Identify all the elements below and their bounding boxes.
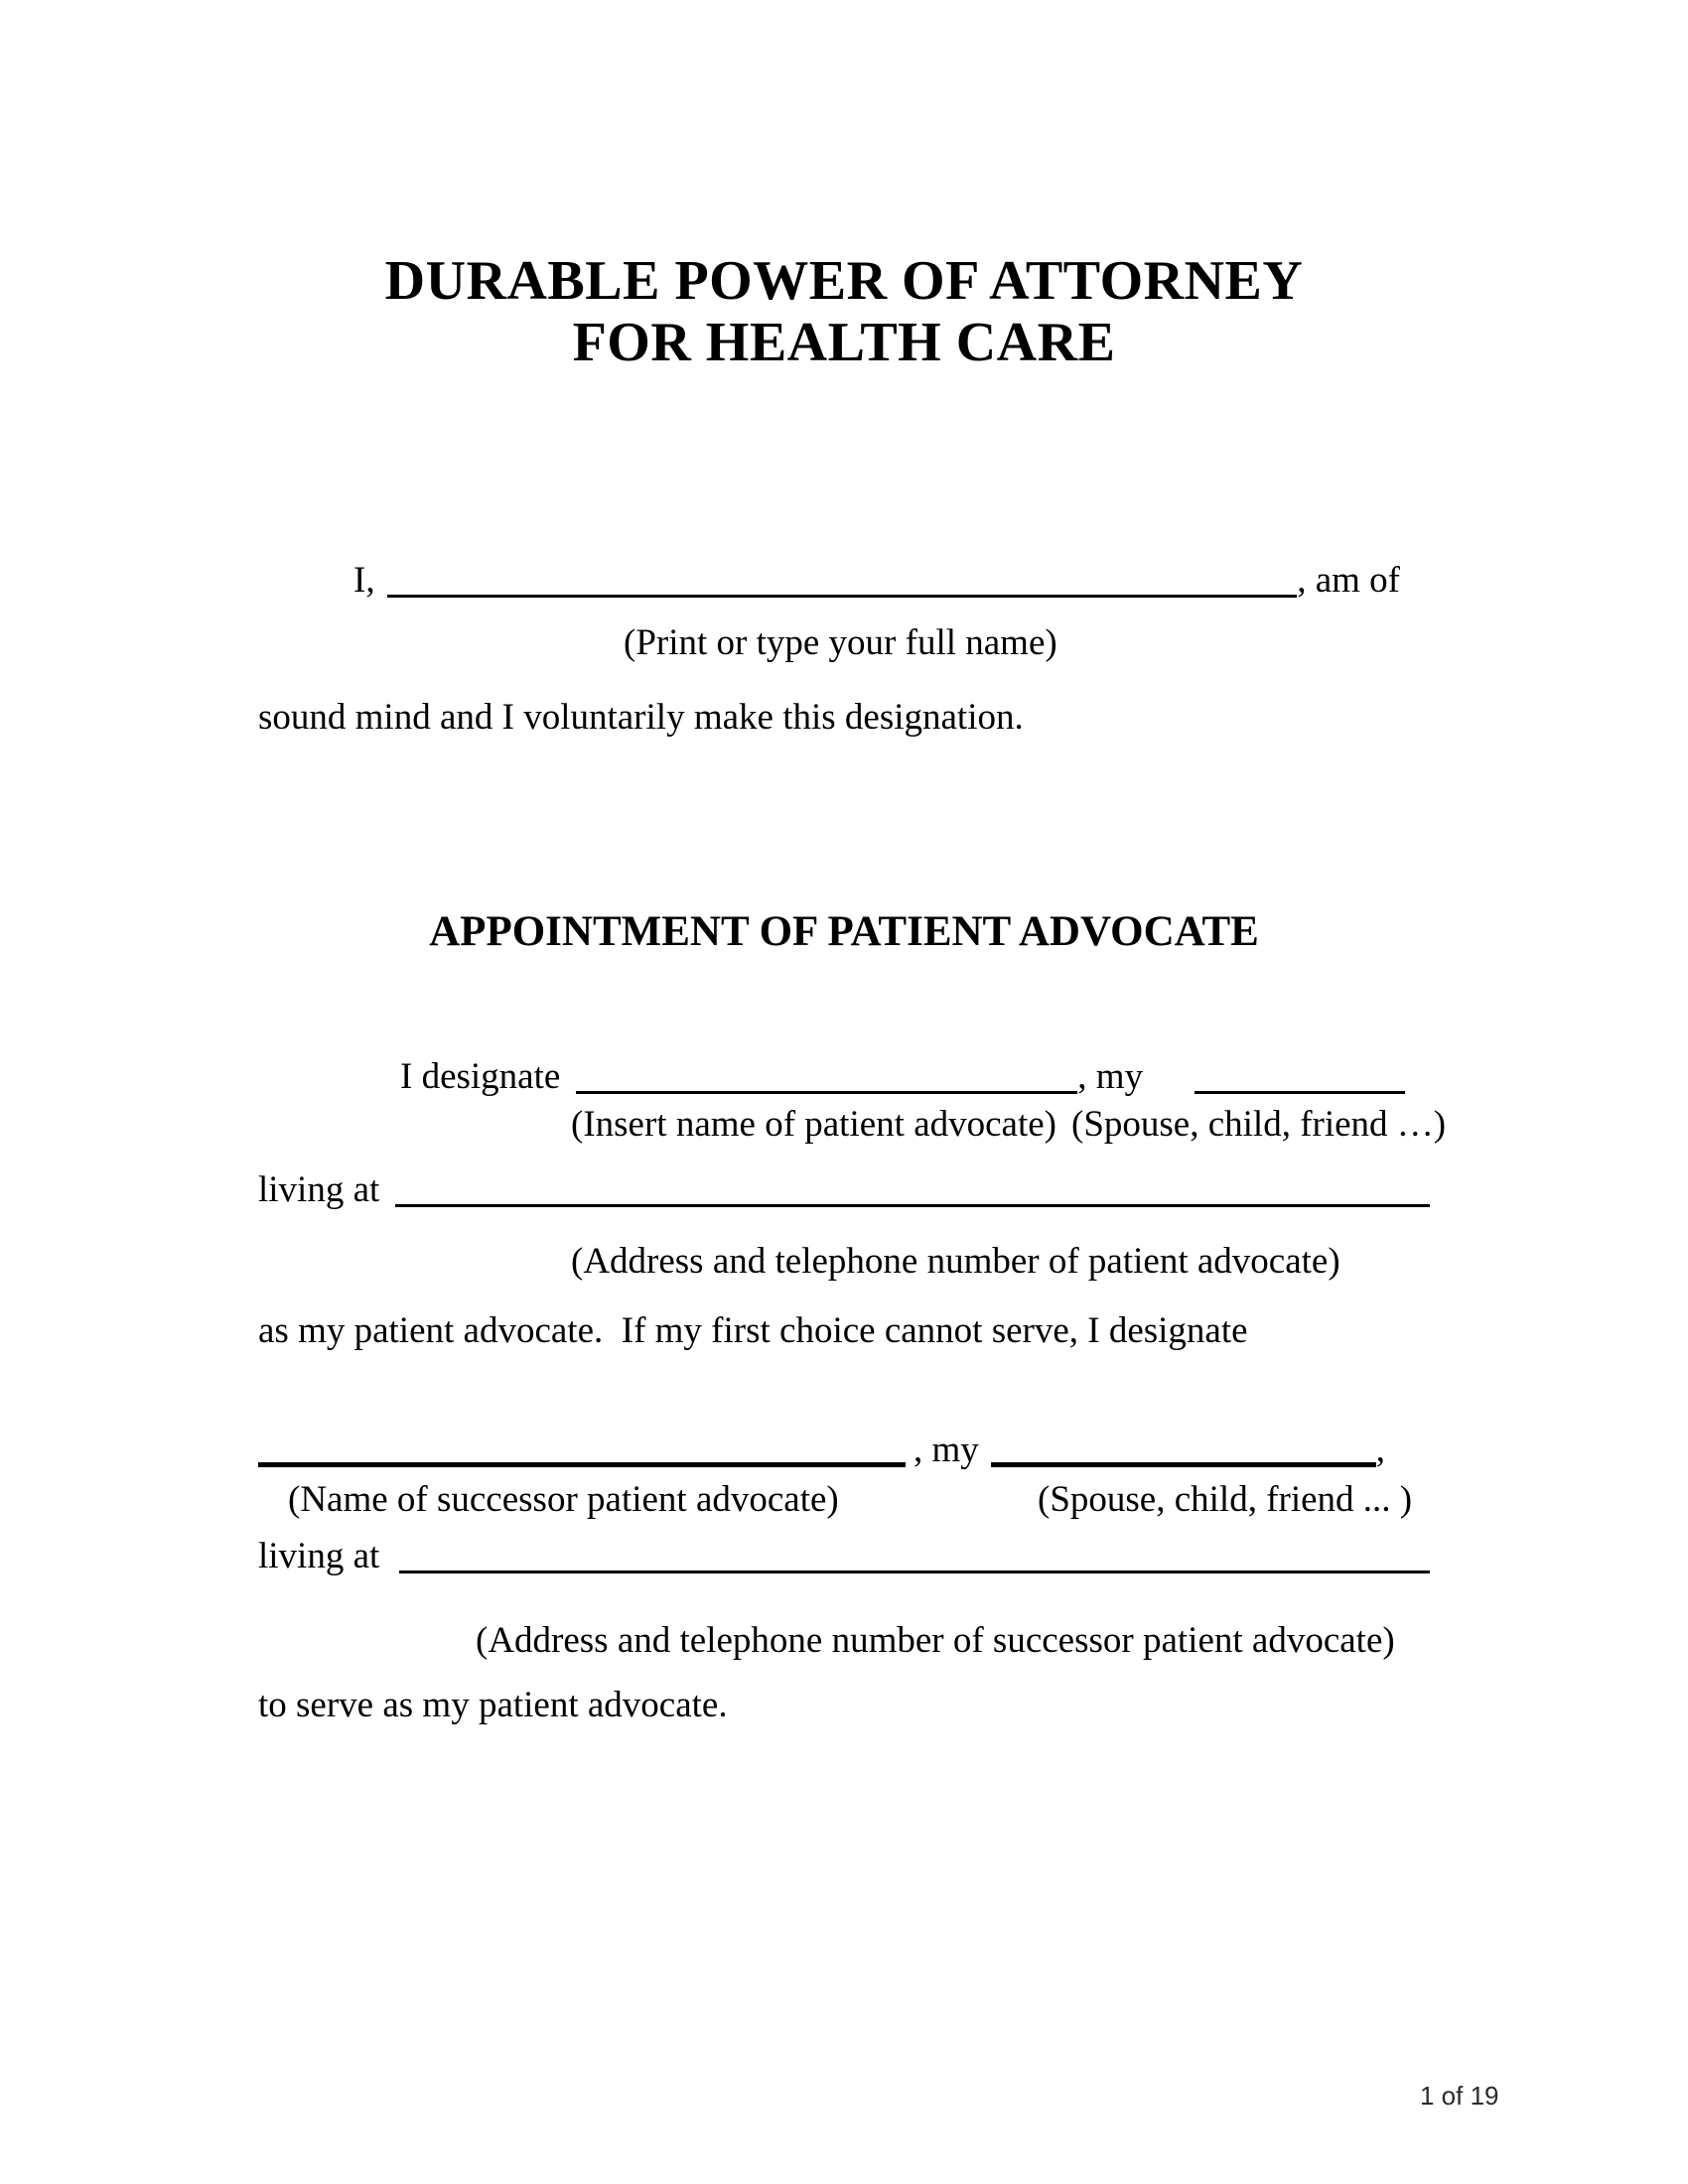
successor-row	[258, 1428, 1385, 1473]
patient-advocate-address-hint: (Address and telephone number of patient advocate)	[571, 1241, 1340, 1282]
declaration-prefix: I,	[353, 560, 375, 601]
patient-advocate-relationship-blank[interactable]	[1195, 1091, 1405, 1094]
successor-mid: , my	[914, 1430, 979, 1470]
successor-closing: to serve as my patient advocate.	[258, 1685, 728, 1725]
patient-advocate-name-blank[interactable]	[576, 1091, 1077, 1094]
successor-relationship-hint: (Spouse, child, friend ... )	[1038, 1479, 1413, 1520]
document-title-line-1: DURABLE POWER OF ATTORNEY	[384, 250, 1304, 312]
successor-address-hint: (Address and telephone number of successor patient advocate)	[476, 1620, 1395, 1661]
principal-name-blank[interactable]	[387, 595, 1298, 598]
living-at-label: living at	[258, 1169, 380, 1210]
principal-name-hint: (Print or type your full name)	[624, 622, 1057, 663]
designate-row	[400, 1054, 1405, 1100]
patient-advocate-address-blank[interactable]	[395, 1204, 1430, 1207]
successor-address-blank[interactable]	[399, 1570, 1430, 1573]
document-title	[0, 250, 1688, 373]
document-title-line-2: FOR HEALTH CARE	[572, 312, 1116, 373]
patient-advocate-relationship-hint: (Spouse, child, friend …)	[1071, 1104, 1447, 1145]
successor-relationship-blank[interactable]	[991, 1462, 1376, 1467]
successor-trailing-comma: ,	[1375, 1430, 1386, 1470]
declaration-continuation: sound mind and I voluntarily make this designation.	[258, 697, 1024, 738]
first-choice-sentence: as my patient advocate. If my first choice cannot serve, I designate	[258, 1310, 1248, 1351]
declaration-suffix: , am of	[1297, 560, 1400, 601]
successor-name-blank[interactable]	[258, 1462, 906, 1467]
declaration-name-row	[353, 558, 1400, 604]
patient-advocate-name-hint: (Insert name of patient advocate)	[571, 1104, 1056, 1145]
appointment-section-heading: APPOINTMENT OF PATIENT ADVOCATE	[429, 908, 1259, 955]
designate-mid: , my	[1077, 1056, 1144, 1097]
successor-living-at-label: living at	[258, 1536, 380, 1576]
successor-name-hint: (Name of successor patient advocate)	[288, 1479, 839, 1520]
advocate-living-at-row	[258, 1167, 1430, 1213]
successor-living-at-row	[258, 1534, 1430, 1579]
designate-prefix: I designate	[400, 1056, 561, 1097]
page-number: 1 of 19	[1420, 2081, 1499, 2111]
